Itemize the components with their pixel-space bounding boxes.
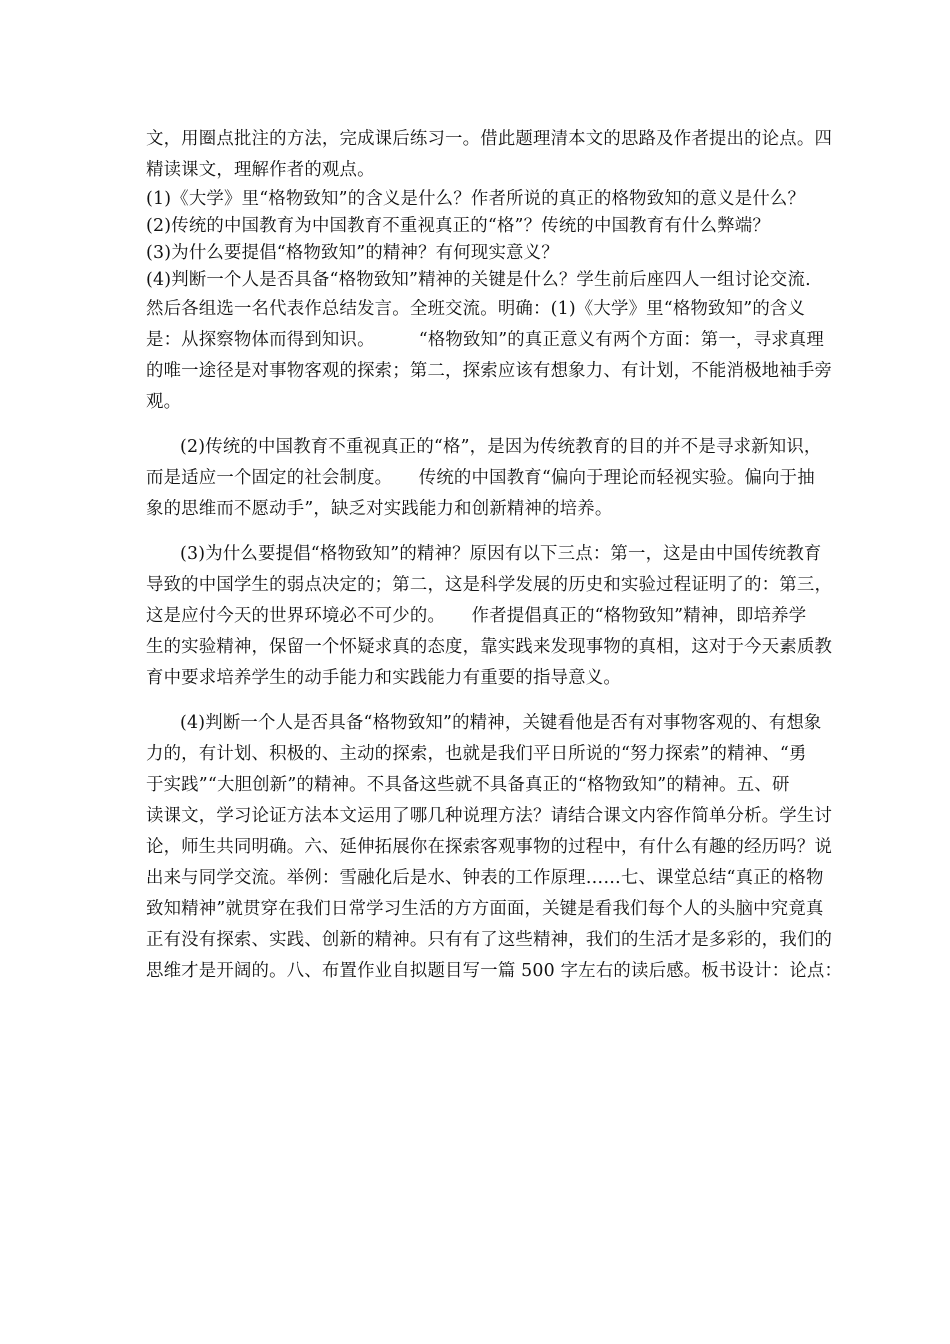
text-line: (2)传统的中国教育不重视真正的“格”，是因为传统教育的目的并不是寻求新知识， xyxy=(180,437,822,457)
text-line: 正有没有探索、实践、创新的精神。只有有了这些精神，我们的生活才是多彩的，我们的 xyxy=(146,930,833,950)
text-line: 生的实验精神，保留一个怀疑求真的态度，靠实践来发现事物的真相，这对于今天素质教 xyxy=(146,637,833,657)
text-line: 论，师生共同明确。六、延伸拓展你在探索客观事物的过程中，有什么有趣的经历吗？说 xyxy=(146,837,833,857)
text-line: 思维才是开阔的。八、布置作业自拟题目写一篇 500 字左右的读后感。板书设计：论点： xyxy=(146,961,843,981)
text-line: 精读课文，理解作者的观点。 xyxy=(146,160,375,180)
text-line: 文，用圈点批注的方法，完成课后练习一。借此题理清本文的思路及作者提出的论点。四 xyxy=(146,129,833,149)
paragraph-gap xyxy=(146,525,814,539)
text-line: (4)判断一个人是否具备“格物致知”的精神，关键看他是否有对事物客观的、有想象 xyxy=(180,713,822,733)
text-line: (1)《大学》里“格物致知”的含义是什么？作者所说的真正的格物致知的意义是什么？ xyxy=(146,189,806,209)
paragraph-gap xyxy=(146,418,814,432)
text-line: 的唯一途径是对事物客观的探索；第二，探索应该有想象力、有计划，不能消极地袖手旁 xyxy=(146,361,833,381)
text-line: (3)为什么要提倡“格物致知”的精神？有何现实意义？ xyxy=(146,243,559,263)
text-line: 然后各组选一名代表作总结发言。全班交流。明确：(1)《大学》里“格物致知”的含义 xyxy=(146,299,806,319)
text-line: 出来与同学交流。举例：雪融化后是水、钟表的工作原理……七、课堂总结“真正的格物 xyxy=(146,868,824,888)
text-line: 而是适应一个固定的社会制度。 传统的中国教育“偏向于理论而轻视实验。偏向于抽 xyxy=(146,468,815,488)
text-line: 象的思维而不愿动手”，缺乏对实践能力和创新精神的培养。 xyxy=(146,499,613,519)
paragraph-gap xyxy=(146,694,814,708)
text-line: 力的，有计划、积极的、主动的探索，也就是我们平日所说的“努力探索”的精神、“勇 xyxy=(146,744,807,764)
text-line: 育中要求培养学生的动手能力和实践能力有重要的指导意义。 xyxy=(146,668,621,688)
text-line: (2)传统的中国教育为中国教育不重视真正的“格”？传统的中国教育有什么弊端？ xyxy=(146,216,770,236)
text-line: 是：从探察物体而得到知识。 “格物致知”的真正意义有两个方面：第一，寻求真理 xyxy=(146,330,824,350)
text-line: (3)为什么要提倡“格物致知”的精神？原因有以下三点：第一，这是由中国传统教育 xyxy=(180,544,822,564)
text-line: 于实践”“大胆创新”的精神。不具备这些就不具备真正的“格物致知”的精神。五、研 xyxy=(146,775,790,795)
text-line: 观。 xyxy=(146,392,182,412)
text-line: 这是应付今天的世界环境必不可少的。 作者提倡真正的“格物致知”精神，即培养学 xyxy=(146,606,807,626)
body-text xyxy=(146,124,843,987)
text-line: 读课文，学习论证方法本文运用了哪几种说理方法？请结合课文内容作简单分析。学生讨 xyxy=(146,806,833,826)
text-line: 导致的中国学生的弱点决定的；第二，这是科学发展的历史和实验过程证明了的：第三， xyxy=(146,575,833,595)
text-line: (4)判断一个人是否具备“格物致知”精神的关键是什么？学生前后座四人一组讨论交流. xyxy=(146,270,811,290)
text-line: 致知精神”就贯穿在我们日常学习生活的方方面面，关键是看我们每个人的头脑中究竟真 xyxy=(146,899,824,919)
